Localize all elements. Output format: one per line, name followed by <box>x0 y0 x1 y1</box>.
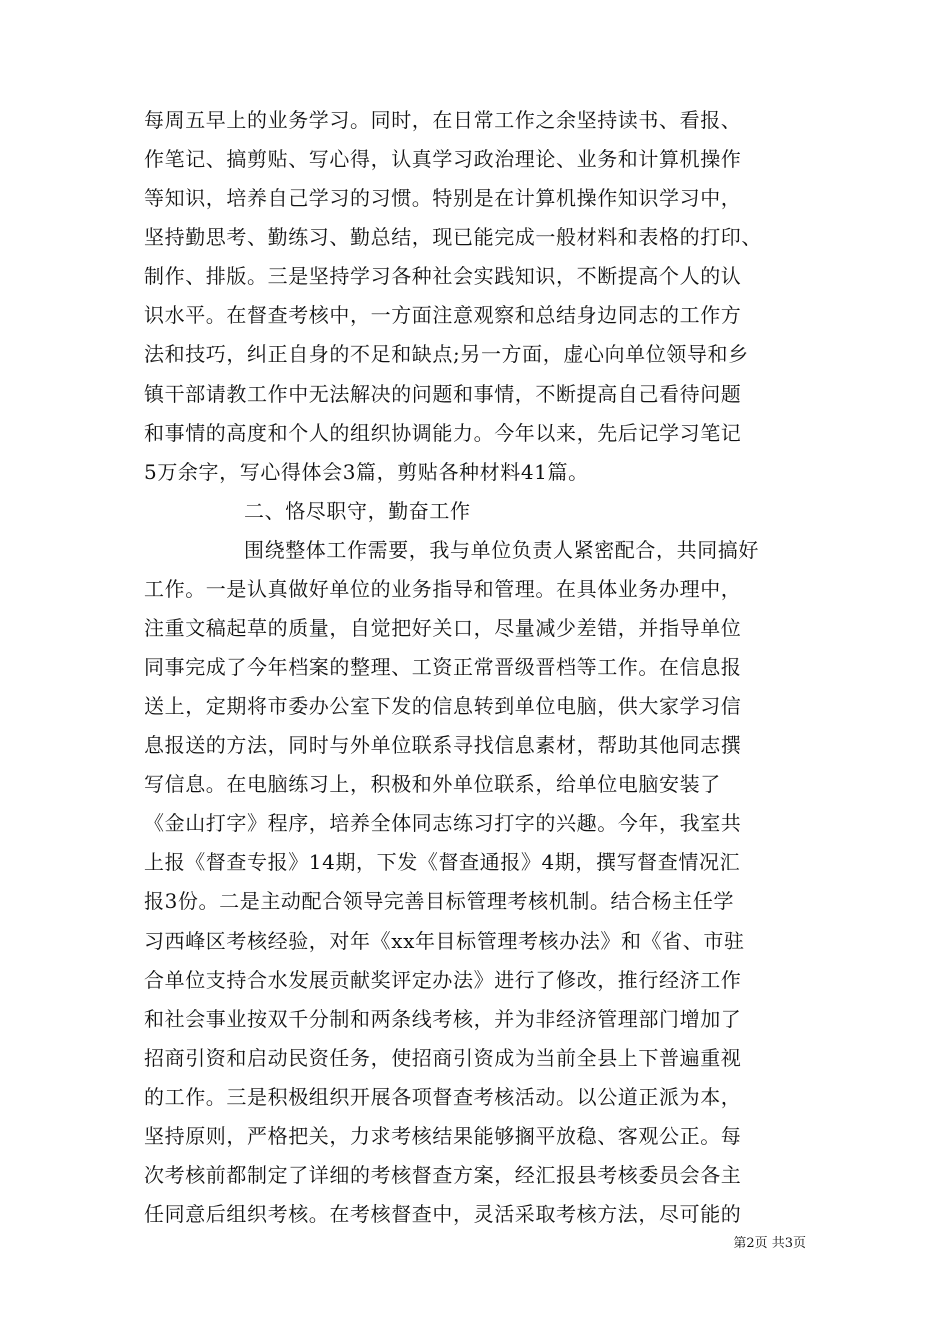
body-text-line: 坚持勤思考、勤练习、勤总结，现已能完成一般材料和表格的打印、 <box>144 225 762 249</box>
body-text-line: 和社会事业按双千分制和两条线考核，并为非经济管理部门增加了 <box>144 1007 742 1031</box>
body-text-line: 每周五早上的业务学习。同时，在日常工作之余坚持读书、看报、 <box>144 108 742 132</box>
body-text-line: 任同意后组织考核。在考核督查中，灵活采取考核方法，尽可能的 <box>144 1202 742 1226</box>
body-text-line: 上报《督查专报》14期，下发《督查通报》4期，撰写督查情况汇 <box>144 850 741 874</box>
body-text-line: 同事完成了今年档案的整理、工资正常晋级晋档等工作。在信息报 <box>144 655 742 679</box>
body-text-line: 镇干部请教工作中无法解决的问题和事情，不断提高自己看待问题 <box>144 382 742 406</box>
body-text-line: 《金山打字》程序，培养全体同志练习打字的兴趣。今年，我室共 <box>144 811 742 835</box>
body-text-line: 合单位支持合水发展贡献奖评定办法》进行了修改，推行经济工作 <box>144 968 742 992</box>
body-text-line: 注重文稿起草的质量，自觉把好关口，尽量减少差错，并指导单位 <box>144 616 742 640</box>
body-text-line: 送上，定期将市委办公室下发的信息转到单位电脑，供大家学习信 <box>144 694 742 718</box>
section-heading: 二、恪尽职守，勤奋工作 <box>244 499 471 523</box>
body-text-line: 制作、排版。三是坚持学习各种社会实践知识，不断提高个人的认 <box>144 264 742 288</box>
body-text-line: 次考核前都制定了详细的考核督查方案，经汇报县考核委员会各主 <box>144 1163 742 1187</box>
page-number-footer: 第2页 共3页 <box>733 1236 806 1251</box>
body-text-line: 工作。一是认真做好单位的业务指导和管理。在具体业务办理中， <box>144 577 742 601</box>
body-text-line: 识水平。在督查考核中，一方面注意观察和总结身边同志的工作方 <box>144 303 742 327</box>
body-text-line: 5万余字，写心得体会3篇，剪贴各种材料41篇。 <box>144 460 589 484</box>
body-text-line: 息报送的方法，同时与外单位联系寻找信息素材，帮助其他同志撰 <box>144 733 742 757</box>
body-text-line: 作笔记、搞剪贴、写心得，认真学习政治理论、业务和计算机操作 <box>144 147 742 171</box>
body-text-line: 等知识，培养自己学习的习惯。特别是在计算机操作知识学习中， <box>144 186 742 210</box>
body-text-line: 和事情的高度和个人的组织协调能力。今年以来，先后记学习笔记 <box>144 421 742 445</box>
body-text-line: 写信息。在电脑练习上，积极和外单位联系，给单位电脑安装了 <box>144 772 721 796</box>
body-text-line: 招商引资和启动民资任务，使招商引资成为当前全县上下普遍重视 <box>144 1046 742 1070</box>
body-text-line: 围绕整体工作需要，我与单位负责人紧密配合，共同搞好 <box>244 538 759 562</box>
body-text-line: 的工作。三是积极组织开展各项督查考核活动。以公道正派为本， <box>144 1085 742 1109</box>
body-text-line: 习西峰区考核经验，对年《xx年目标管理考核办法》和《省、市驻 <box>144 929 745 953</box>
body-text-line: 法和技巧，纠正自身的不足和缺点;另一方面，虚心向单位领导和乡 <box>144 342 749 366</box>
body-text-line: 报3份。二是主动配合领导完善目标管理考核机制。结合杨主任学 <box>144 889 735 913</box>
body-text-line: 坚持原则，严格把关，力求考核结果能够搁平放稳、客观公正。每 <box>144 1124 742 1148</box>
